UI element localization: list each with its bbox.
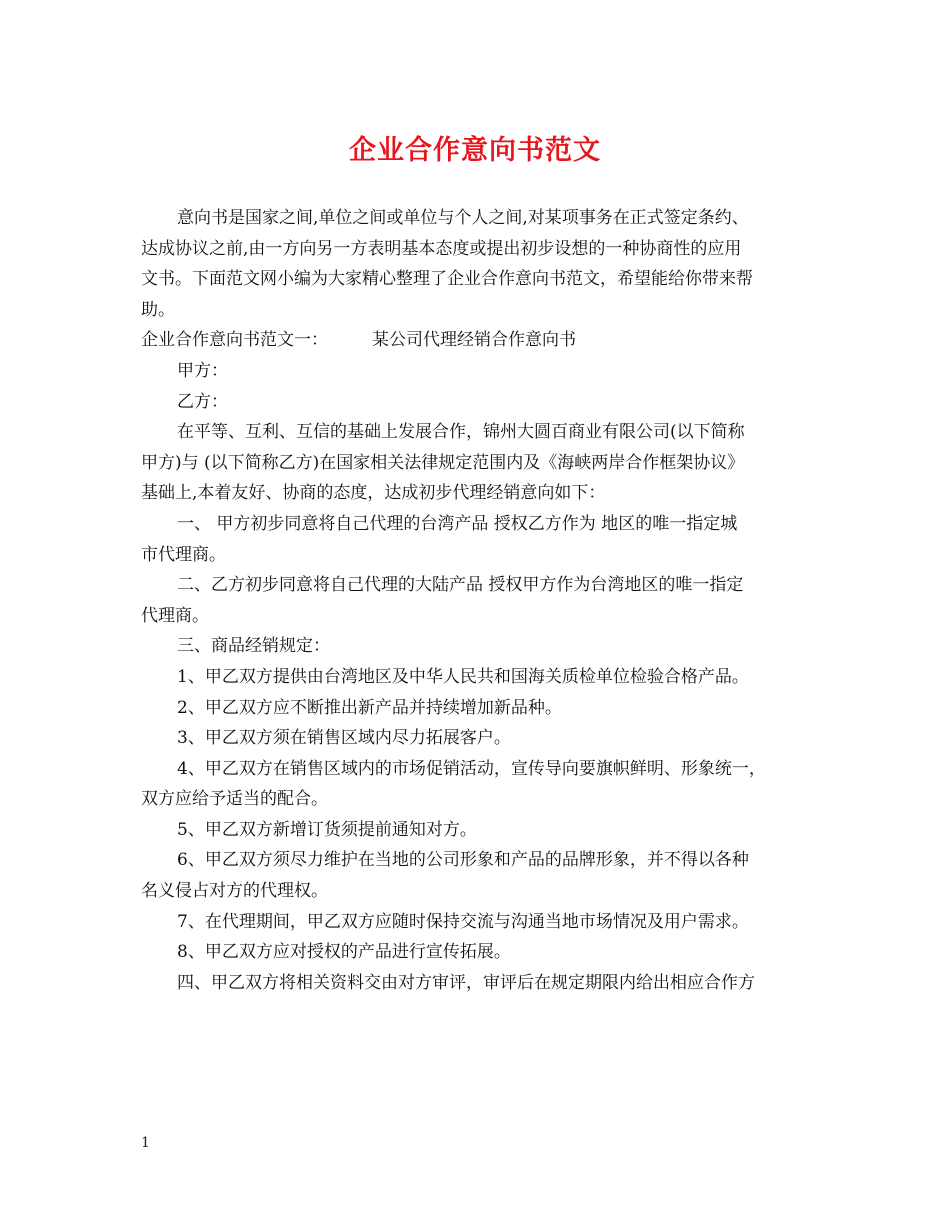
- rule-2-line: 2、甲乙双方应不断推出新产品并持续增加新品种。: [177, 697, 562, 718]
- rule-6-line: 名义侵占对方的代理权。: [141, 881, 328, 902]
- intro-line: 达成协议之前,由一方向另一方表明基本态度或提出初步设想的一种协商性的应用: [141, 238, 742, 259]
- party-b-line: 乙方：: [177, 391, 228, 412]
- rule-4-line: 4、甲乙双方在销售区域内的市场促销活动，宣传导向要旗帜鲜明、形象统一，: [177, 758, 766, 779]
- rule-3-line: 3、甲乙双方须在销售区域内尽力拓展客户。: [177, 728, 511, 749]
- intro-line: 意向书是国家之间,单位之间或单位与个人之间,对某项事务在正式签定条约、: [177, 208, 749, 228]
- rule-4-line: 双方应给予适当的配合。: [141, 789, 328, 810]
- rule-8-line: 8、甲乙双方应对授权的产品进行宣传拓展。: [177, 942, 511, 963]
- item-2-line: 二、乙方初步同意将自己代理的大陆产品 授权甲方作为台湾地区的唯一指定: [177, 575, 744, 596]
- subtitle-left: 企业合作意向书范文一：: [141, 330, 328, 351]
- para-intro-line: 基础上,本着友好、协商的态度，达成初步代理经销意向如下：: [141, 483, 606, 504]
- subtitle-line: [141, 325, 821, 356]
- item-3-line: 三、商品经销规定：: [177, 636, 330, 657]
- intro-line: 助。: [141, 299, 175, 320]
- document-title: 企业合作意向书范文: [349, 135, 601, 166]
- rule-7-line: 7、在代理期间，甲乙双方应随时保持交流与沟通当地市场情况及用户需求。: [177, 911, 749, 932]
- subtitle-right: 某公司代理经销合作意向书: [372, 330, 576, 351]
- document-body: [141, 203, 821, 998]
- party-a-line: 甲方：: [177, 360, 228, 381]
- rule-5-line: 5、甲乙双方新增订货须提前通知对方。: [177, 819, 477, 840]
- item-4-line: 四、甲乙双方将相关资料交由对方审评，审评后在规定期限内给出相应合作方: [177, 972, 755, 993]
- para-intro-line: 在平等、互利、互信的基础上发展合作，锦州大圆百商业有限公司(以下简称: [177, 422, 745, 443]
- item-1-line: 一、 甲方初步同意将自己代理的台湾产品 授权乙方作为 地区的唯一指定城: [177, 513, 738, 534]
- page-number: 1: [141, 1135, 150, 1151]
- item-2-line: 代理商。: [141, 605, 209, 626]
- rule-6-line: 6、甲乙双方须尽力维护在当地的公司形象和产品的品牌形象，并不得以各种: [177, 850, 749, 871]
- rule-1-line: 1、甲乙双方提供由台湾地区及中华人民共和国海关质检单位检验合格产品。: [177, 666, 749, 687]
- item-1-line: 市代理商。: [141, 544, 226, 565]
- para-intro-line: 甲方)与 (以下简称乙方)在国家相关法律规定范围内及《海峡两岸合作框架协议》: [141, 452, 745, 473]
- intro-line: 文书。下面范文网小编为大家精心整理了企业合作意向书范文，希望能给你带来帮: [141, 269, 753, 290]
